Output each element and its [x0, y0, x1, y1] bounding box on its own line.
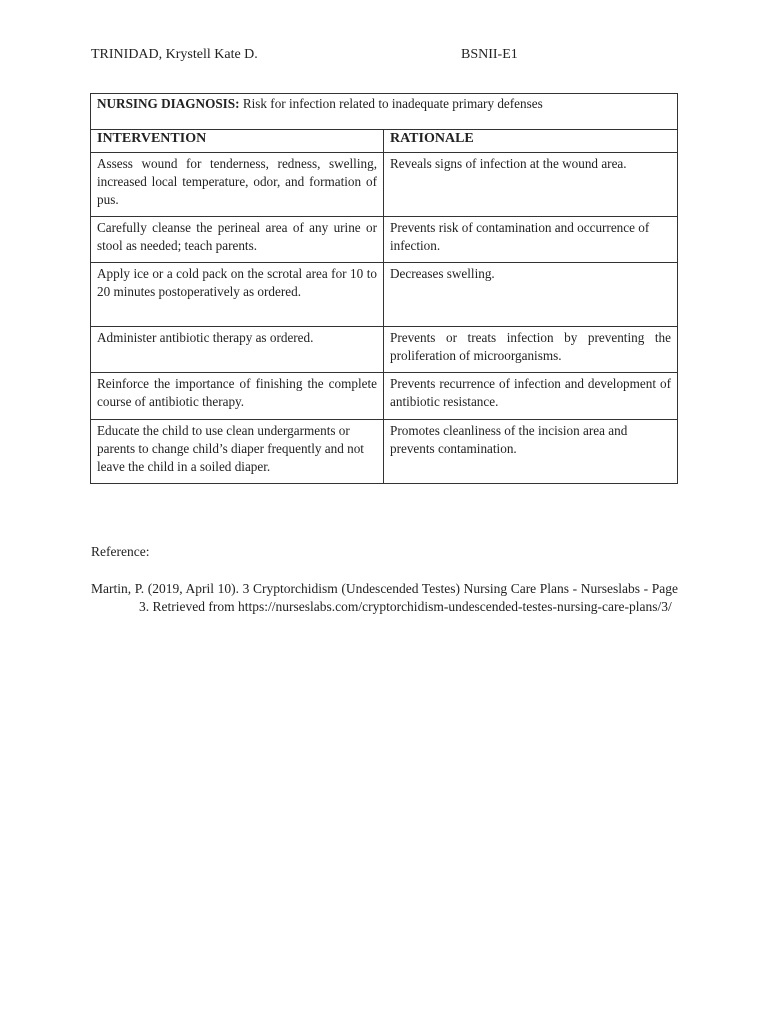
student-name: TRINIDAD, Krystell Kate D.: [91, 47, 258, 62]
intervention-cell: Educate the child to use clean undergarments or parents to change child’s diaper frequently and not leave the child in a soiled diaper.: [91, 420, 384, 484]
care-plan-table: [90, 93, 678, 484]
rationale-cell: Prevents risk of contamination and occurrence of infection.: [384, 217, 678, 263]
rationale-cell: Decreases swelling.: [384, 263, 678, 327]
table-row: [91, 263, 678, 327]
reference-citation: Martin, P. (2019, April 10). 3 Cryptorchidism (Undescended Testes) Nursing Care Plans - Nurseslabs - Page 3. Retrieved from https://nurseslabs.com/cryptorchidism-undescended-testes-nursing-care-plans/3/: [91, 581, 678, 614]
table-row: [91, 373, 678, 420]
intervention-cell: Apply ice or a cold pack on the scrotal area for 10 to 20 minutes postoperatively as ordered.: [91, 263, 384, 327]
table-row: [91, 153, 678, 217]
diagnosis-label: NURSING DIAGNOSIS:: [97, 96, 240, 111]
intervention-header: INTERVENTION: [91, 130, 384, 153]
diagnosis-cell: [91, 94, 678, 130]
table-row: [91, 217, 678, 263]
diagnosis-text: Risk for infection related to inadequate primary defenses: [242, 96, 543, 111]
rationale-header: RATIONALE: [384, 130, 678, 153]
rationale-cell: Promotes cleanliness of the incision area and prevents contamination.: [384, 420, 678, 484]
rationale-cell: Prevents or treats infection by preventing the proliferation of microorganisms.: [384, 327, 678, 373]
table-row: [91, 420, 678, 484]
class-section: BSNII-E1: [461, 47, 518, 62]
rationale-cell: Prevents recurrence of infection and development of antibiotic resistance.: [384, 373, 678, 420]
table-row: [91, 327, 678, 373]
intervention-cell: Carefully cleanse the perineal area of any urine or stool as needed; teach parents.: [91, 217, 384, 263]
rationale-cell: Reveals signs of infection at the wound area.: [384, 153, 678, 217]
intervention-cell: Assess wound for tenderness, redness, swelling, increased local temperature, odor, and formation of pus.: [91, 153, 384, 217]
intervention-cell: Reinforce the importance of finishing the complete course of antibiotic therapy.: [91, 373, 384, 420]
reference-heading: Reference:: [91, 544, 150, 559]
intervention-cell: Administer antibiotic therapy as ordered.: [91, 327, 384, 373]
